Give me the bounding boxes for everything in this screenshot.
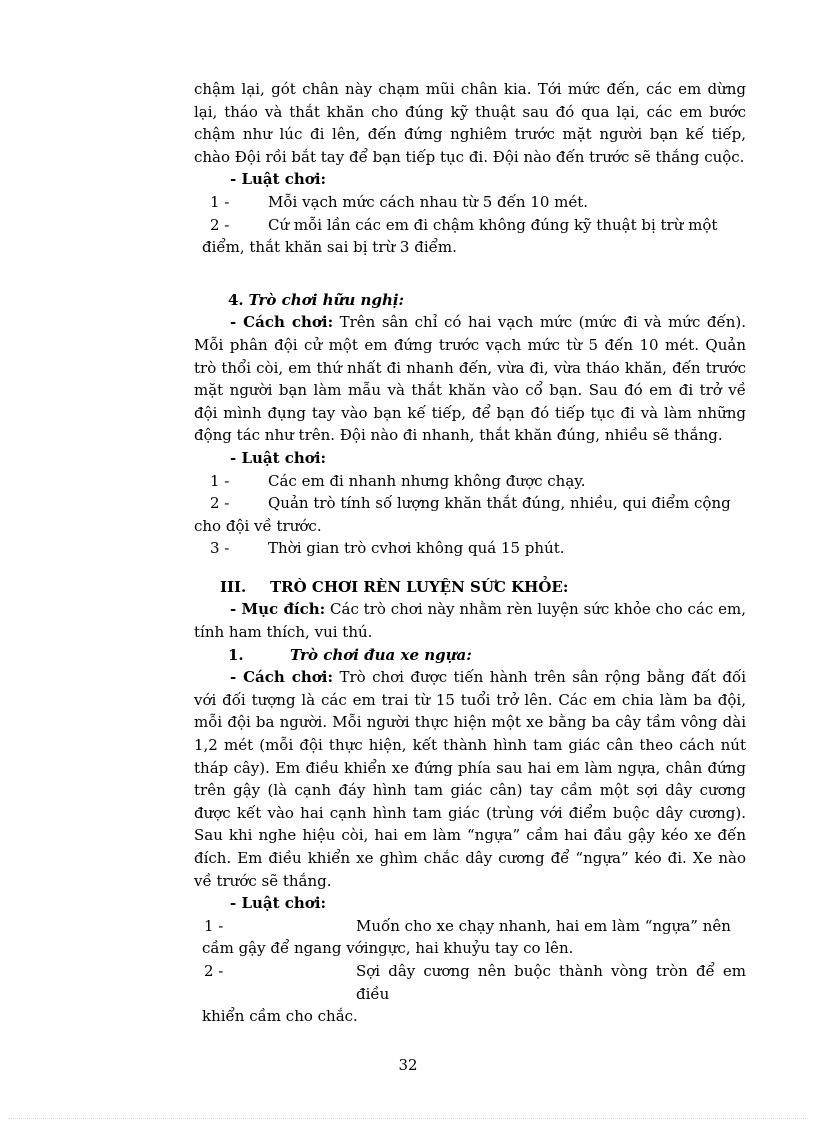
list-continuation: khiển cầm cho chắc. [202,1007,358,1026]
bottom-divider [8,1118,808,1119]
list-continuation: cho đội về trước. [194,516,322,535]
rules-label-1: - Luật chơi: [230,170,327,189]
rules-label-2: - Luật chơi: [230,448,327,467]
list-number: 3 - [210,539,230,558]
list-number: 1 - [204,916,224,935]
game1-how: - Cách chơi: Trò chơi được tiến hành trên sân rộng bằng đất đối với đối tượng là các em trai từ 15 tuổi trở lên. Các em chia làm ba đội, mỗi đội ba người. Mỗi người thực hiện một xe bằng ba cây tầm vông dài 1,2 mét (mỗi đội thực hiện, kết thành hình tam giác cân theo cách nút tháp cây). Em điều khiển xe đứng phía sau hai em làm ngựa, chân đứng trên gậy (là cạnh đáy hình tam giác cân) tay cầm một sợi dây cương được kết vào hai cạnh hình tam giác (trùng với điểm buộc dây cương). Sau khi nghe hiệu còi, hai em làm “ngựa” cầm hai đầu gậy kéo xe đến đích. Em điều khiển xe ghìm chắc dây cương để “ngựa” kéo đi. Xe nào về trước sẽ thắng. [194,668,746,890]
list-item [194,191,746,214]
intro-paragraph: chậm lại, gót chân này chạm mũi chân kia. Tới mức đến, các em dừng lại, tháo và thắt khăn cho đúng kỹ thuật sau đó qua lại, các em bước chậm như lúc đi lên, đến đứng nghiêm trước mặt người bạn kế tiếp, chào Đội rồi bắt tay để bạn tiếp tục đi. Đội nào đến trước sẽ thắng cuộc. [194,80,746,166]
section-heading: III. TRÒ CHƠI RÈN LUYỆN SỨC KHỎE: [220,577,569,596]
list-item [194,214,746,237]
list-text: Mỗi vạch mức cách nhau từ 5 đến 10 mét. [268,192,589,211]
list-text: Thời gian trò cvhơi không quá 15 phút. [268,539,565,558]
game4-heading: 4. Trò chơi hữu nghị: [228,290,405,309]
game4-how: - Cách chơi: Trên sân chỉ có hai vạch mức (mức đi và mức đến). Mỗi phân đội cử một em đứng trước vạch mức từ 5 đến 10 mét. Quản trò thổi còi, em thứ nhất đi nhanh đến, vừa đi, vừa tháo khăn, đến trước mặt người bạn làm mẫu và thắt khăn vào cổ bạn. Sau đó em đi trở về đội mình đụng tay vào bạn kế tiếp, để bạn đó tiếp tục đi và làm những động tác như trên. Đội nào đi nhanh, thắt khăn đúng, nhiều sẽ thắng. [194,313,746,445]
list-number: 2 - [210,215,230,234]
list-text: Các em đi nhanh nhưng không được chạy. [268,471,586,490]
list-item [194,492,746,515]
list-number: 1 - [210,471,230,490]
list-continuation: điểm, thắt khăn sai bị trừ 3 điểm. [202,238,457,257]
rules-label-3: - Luật chơi: [230,894,327,913]
list-text: Sợi dây cương nên buộc thành vòng tròn để em điều [356,961,746,1003]
list-item [194,915,746,938]
list-number: 2 - [204,961,224,980]
list-number: 1 - [210,192,230,211]
list-item [194,470,746,493]
document-page [194,78,746,1028]
list-item [194,537,746,560]
list-text: Quản trò tính số lượng khăn thắt đúng, nhiều, qui điểm cộng [268,494,731,513]
list-continuation: cầm gậy để ngang vớingực, hai khuỷu tay co lên. [202,939,574,958]
list-number: 2 - [210,494,230,513]
game1-heading: 1. Trò chơi đua xe ngựa: [228,645,472,664]
section-purpose: - Mục đích: Các trò chơi này nhằm rèn luyện sức khỏe cho các em, tính ham thích, vui thú. [194,600,746,642]
page-number: 32 [398,1056,418,1074]
list-item [194,960,746,1005]
list-text: Cứ mỗi lần các em đi chậm không đúng kỹ thuật bị trừ một [268,215,718,234]
list-text: Muốn cho xe chạy nhanh, hai em làm “ngựa” nên [356,916,731,935]
